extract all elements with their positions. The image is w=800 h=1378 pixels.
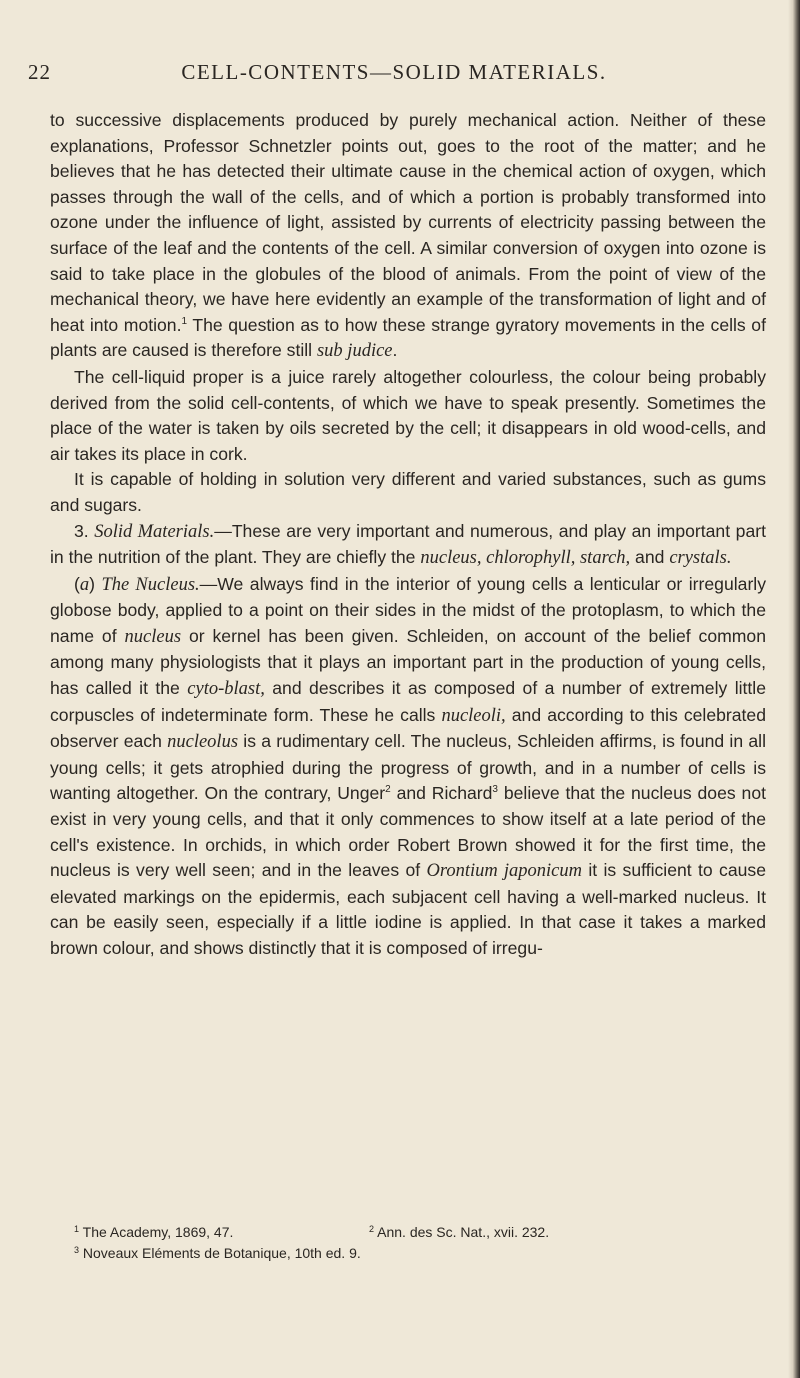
page-number: 22: [28, 60, 51, 84]
footnote-2: $^2$ Ann. des Sc. Nat., xvii. 232.: [369, 1224, 550, 1240]
footnotes: [74, 1222, 754, 1264]
footnote-row: [74, 1243, 754, 1264]
footnote-row: [74, 1222, 754, 1243]
footnote-1: $^1$ The Academy, 1869, 47.: [74, 1224, 234, 1240]
paragraph-4: 3. Solid Materials.—These are very important and numerous, and play an important part in the nutrition of the plant. They are chiefly the nucleus, chlorophyll, starch, and crystals.: [50, 520, 766, 569]
footnote-ref-1: 1: [181, 315, 188, 327]
paragraph-1: to successive displacements produced by purely mechanical action. Neither of these explanations, Professor Schnetzler points out, goes to the root of the matter; and he believes that he has detected their ultimate cause in the chemical action of oxygen, which passes through the wall of the cells, and of which a portion is probably transformed into ozone under the influence of light, assisted by currents of electricity passing between the surface of the leaf and the contents of the cell. A similar conversion of oxygen into ozone is said to take place in the globules of the blood of animals. From the point of view of the mechanical theory, we have here evidently an example of the transformation of light and of heat into motion.$^1$ The question as to how these strange gyratory movements in the cells of plants are caused is therefore still sub judice.: [50, 110, 766, 362]
footnote-ref-2: 2: [385, 784, 391, 796]
footnote-ref-3: 3: [492, 784, 498, 796]
body-text: [50, 108, 766, 962]
footnote-3: $^3$ Noveaux Eléments de Botanique, 10th ed. 9.: [74, 1245, 361, 1261]
paragraph-2: The cell-liquid proper is a juice rarely altogether colourless, the colour being probably derived from the solid cell-contents, of which we have to speak presently. Sometimes the place of the water is taken by oils secreted by the cell; it disappears in old wood-cells, and air takes its place in cork.: [50, 366, 766, 464]
page-edge-shadow: [788, 0, 800, 1378]
section-title: Solid Materials.: [94, 521, 215, 542]
subsection-title: The Nucleus.: [101, 574, 200, 595]
paragraph-5: (a) The Nucleus.—We always find in the interior of young cells a lenticular or irregularly globose body, applied to a point on their sides in the midst of the protoplasm, to which the name of nucleus or kernel has been given. Schleiden, on account of the belief common among many physiologists that it plays an important part in the production of young cells, has called it the cyto-blast, and describes it as composed of a number of extremely little corpuscles of indeterminate form. These he calls nucleoli, and according to this celebrated observer each nucleolus is a rudimentary cell. The nucleus, Schleiden affirms, is found in all young cells; it gets atrophied during the progress of growth, and in a number of cells is wanting altogether. On the contrary, Unger$^2$ and Richard$^3$ believe that the nucleus does not exist in very young cells, and that it only commences to show itself at a late period of the cell's existence. In orchids, in which order Robert Brown showed it for the first time, the nucleus is very well seen; and in the leaves of Orontium japonicum it is sufficient to cause elevated markings on the epidermis, each subjacent cell having a well-marked nucleus. It can be easily seen, especially if a little iodine is applied. In that case it takes a marked brown colour, and shows distinctly that it is composed of irregu-: [50, 573, 767, 958]
paragraph-3: It is capable of holding in solution very different and varied substances, such as gums and sugars.: [50, 469, 766, 515]
page-header: [0, 60, 800, 86]
running-head: CELL-CONTENTS—SOLID MATERIALS.: [181, 60, 607, 84]
